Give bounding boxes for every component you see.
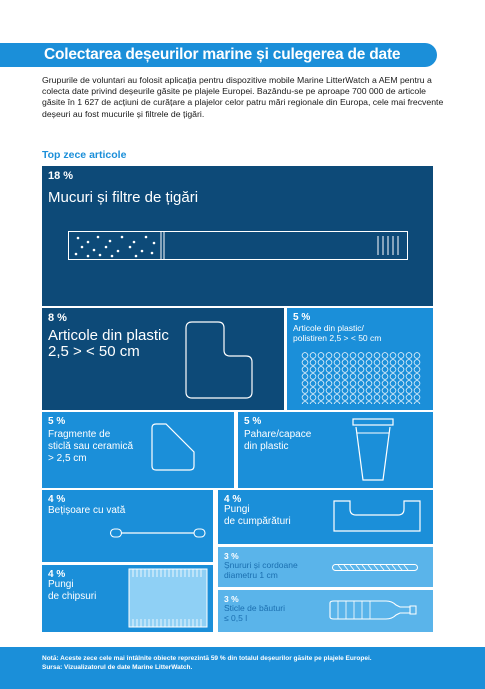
tile-ropes [218, 547, 433, 587]
tile-label: Pungi de cumpărături [224, 504, 291, 527]
tile-label: Articole din plastic/ polistiren 2,5 > < 50 cm [293, 323, 382, 343]
rope-icon [332, 564, 418, 572]
tile-label: Fragmente de sticlă sau ceramică > 2,5 cm [48, 429, 134, 464]
tile-percent: 4 % [224, 494, 242, 505]
tile-chips-bags [42, 565, 213, 632]
tile-percent: 5 % [48, 416, 66, 427]
tile-label: Sticle de băuturi ≤ 0,5 l [224, 603, 285, 623]
tile-polystyrene [287, 308, 433, 410]
tile-label: Bețișoare cu vată [48, 505, 126, 516]
tile-label: Pahare/capace din plastic [244, 429, 312, 452]
tile-percent: 18 % [48, 170, 74, 182]
tile-cigarettes [42, 166, 433, 306]
tile-percent: 3 % [224, 594, 239, 604]
tile-glass-fragments [42, 412, 234, 488]
chips-bag-icon [128, 568, 208, 628]
tile-percent: 4 % [48, 569, 66, 580]
source-text: Sursa: Vizualizatorul de date Marine LitterWatch. [42, 663, 193, 671]
footer-band [0, 647, 485, 689]
tile-shopping-bags [218, 490, 433, 544]
plastic-cup-icon [352, 418, 394, 482]
intro-paragraph: Grupurile de voluntari au folosit aplicația pentru dispozitive mobile Marine LitterWatch a AEM pentru a colecta date privind deșeurile găsite pe plajele Europei. Bazându-se pe aproape 700 000 de articole găsite în 1 627 de acțiuni de curățare a plajelor celor patru mări regionale din Europa, cele mai frecvente deșeuri au fost mucurile și filtrele de țigări. [42, 75, 444, 119]
tile-percent: 5 % [293, 312, 311, 323]
cigarette-icon [68, 231, 408, 261]
tile-plastic-cups [238, 412, 433, 488]
tile-label: Șnururi și cordoane diametru 1 cm [224, 560, 298, 580]
tile-plastic-pieces [42, 308, 284, 410]
polystyrene-icon [301, 352, 421, 404]
glass-fragment-icon [148, 422, 196, 472]
tile-bottles [218, 590, 433, 632]
tile-percent: 5 % [244, 416, 262, 427]
cotton-bud-icon [110, 527, 206, 539]
tile-label: Mucuri și filtre de țigări [48, 189, 199, 206]
tile-cotton-buds [42, 490, 213, 562]
tile-percent: 4 % [48, 494, 66, 505]
tile-label: Pungi de chipsuri [48, 579, 97, 602]
section-title: Top zece articole [42, 149, 127, 161]
shopping-bag-icon [332, 499, 422, 533]
tile-percent: 8 % [48, 312, 67, 324]
bottle-icon [328, 599, 418, 621]
plastic-piece-icon [184, 320, 254, 400]
tile-label: Articole din plastic 2,5 > < 50 cm [48, 327, 169, 360]
page-title: Colectarea deșeurilor marine și culegerea de date [44, 46, 401, 63]
tile-percent: 3 % [224, 551, 239, 561]
footer-note [42, 655, 472, 672]
title-bar [0, 43, 437, 67]
note-text: Notă: Aceste zece cele mai întâlnite obiecte reprezintă 59 % din totalul deșeurilor găsite pe plajele Europei. [42, 655, 372, 662]
